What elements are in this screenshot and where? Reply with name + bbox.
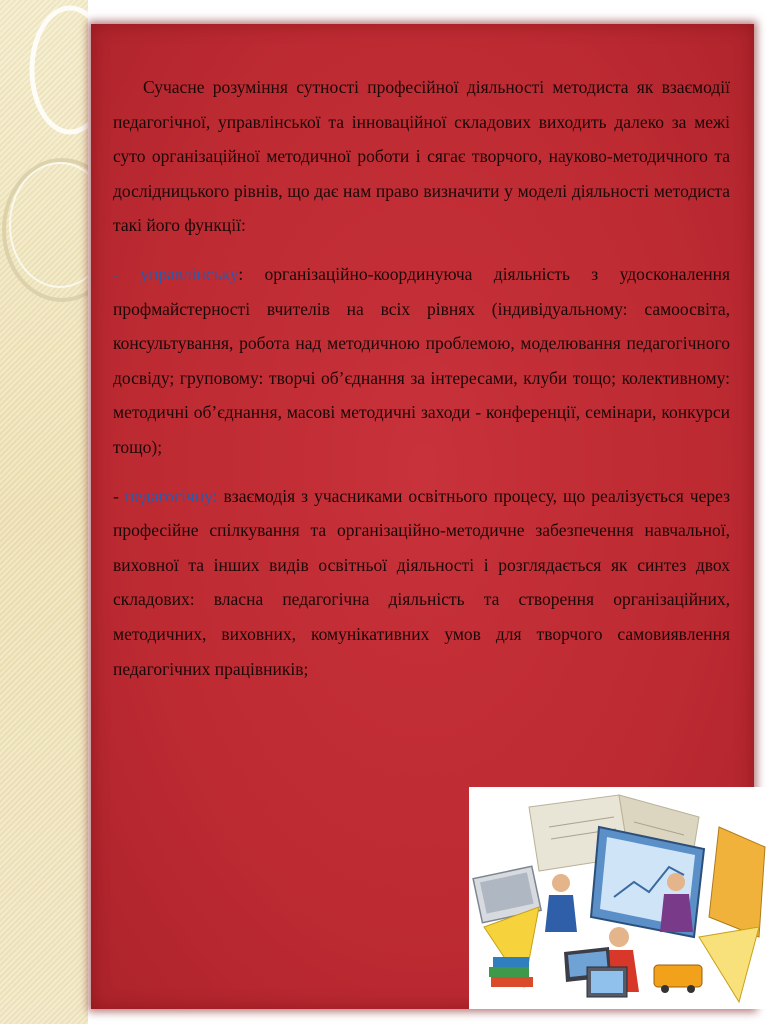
pedagogical-prefix: - xyxy=(113,485,125,506)
management-term: управлінську xyxy=(140,263,239,284)
classroom-collage-icon xyxy=(469,787,767,1009)
management-function-paragraph xyxy=(113,257,730,465)
intro-paragraph: Сучасне розуміння сутності професійної діяльності методиста як взаємодії педагогічної, управлінської та інноваційної складових виходить далеко за межі суто організаційної методичної роботи і сягає творчого, науково-методичного та дослідницького рівнів, що дає нам право визначити у моделі діяльності методиста такі його функції: xyxy=(113,77,730,236)
decorative-side-strip xyxy=(0,0,88,1024)
pedagogical-description: взаємодія з учасниками освітнього процесу, що реалізується через професійне спілкування та організаційно-методичне забезпечення навчальної, виховної та інших видів освітньої діяльності і розглядається як синтез двох складових: власна педагогічна діяльність та створення організаційних, методичних, виховних, комунікативних умов для творчого самовиявлення педагогічних працівників; xyxy=(113,485,731,679)
pedagogical-function-paragraph xyxy=(113,479,730,687)
management-prefix: - xyxy=(113,263,141,284)
decorative-rings xyxy=(0,0,88,1024)
pedagogical-term: педагогічну: xyxy=(124,485,218,506)
slide-text xyxy=(113,70,730,700)
education-illustration xyxy=(469,787,767,1009)
management-description: : організаційно-координуюча діяльність з удосконалення профмайстерності вчителів на всіх рівнях (індивідуальному: самоосвіта, консультування, робота над методичною проблемою, моделювання педагогічного досвіду; груповому: творчі об’єднання за інтересами, клуби тощо; колективному: методичні об’єднання, масові методичні заходи - конференції, семінари, конкурси тощо); xyxy=(113,263,730,457)
